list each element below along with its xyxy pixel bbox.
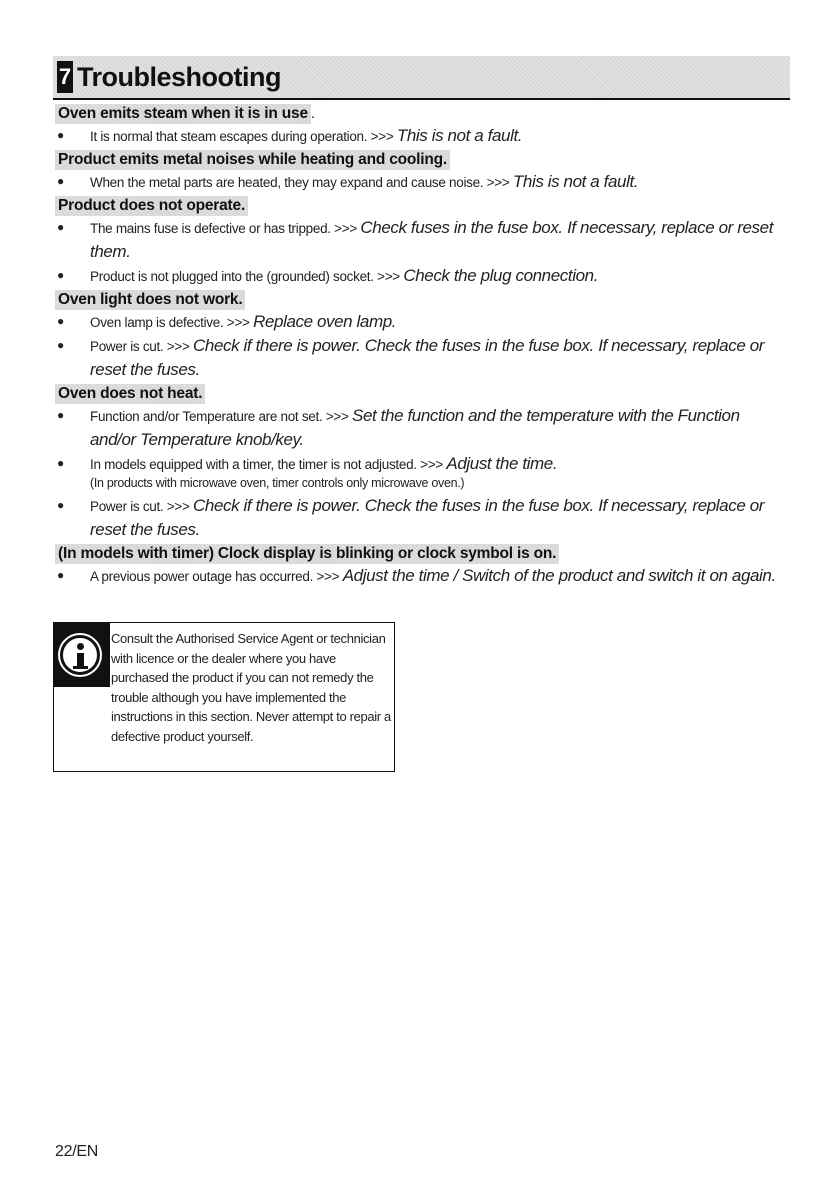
- section-heading: Oven does not heat.: [55, 384, 205, 404]
- section-heading: Product emits metal noises while heating and cooling.: [55, 150, 450, 170]
- list-item: [55, 216, 785, 264]
- cause-text: It is normal that steam escapes during operation. >>>: [90, 129, 397, 144]
- cause-text: Function and/or Temperature are not set. >>>: [90, 409, 353, 424]
- cause-text: Product is not plugged into the (grounded) socket. >>>: [90, 269, 404, 284]
- list-item: [55, 564, 785, 588]
- cause-text: A previous power outage has occurred. >>>: [90, 569, 343, 584]
- bullet-icon: ●: [57, 338, 64, 352]
- remedy-text: Adjust the time / Switch of the product and switch it on again.: [342, 566, 776, 585]
- bullet-icon: ●: [57, 498, 64, 512]
- section-heading: (In models with timer) Clock display is blinking or clock symbol is on.: [55, 544, 559, 564]
- section-heading: Product does not operate.: [55, 196, 248, 216]
- bullet-icon: ●: [57, 408, 64, 422]
- item-note: (In products with microwave oven, timer controls only microwave oven.): [90, 476, 465, 490]
- section-heading-trail: .: [310, 105, 316, 122]
- bullet-icon: ●: [57, 314, 64, 328]
- bullet-icon: ●: [57, 174, 64, 188]
- remedy-text: This is not a fault.: [396, 126, 523, 145]
- page-number: 22/EN: [55, 1143, 98, 1160]
- section-heading: Oven light does not work.: [55, 290, 245, 310]
- info-text: Consult the Authorised Service Agent or technician with licence or the dealer where you have purchased the product if you can not remedy the trouble although you have implemented the instructions in this section. Never attempt to repair a defective product yourself.: [111, 631, 391, 744]
- chapter-header: [53, 56, 790, 100]
- cause-text: Power is cut. >>>: [90, 339, 194, 354]
- list-item: [55, 494, 785, 542]
- bullet-icon: ●: [57, 268, 64, 282]
- bullet-icon: ●: [57, 568, 64, 582]
- list-item: [55, 334, 785, 382]
- remedy-text: Set the function and the temperature with the Function and/or Temperature knob/key.: [90, 406, 740, 449]
- remedy-text: Adjust the time.: [446, 454, 558, 473]
- remedy-text: This is not a fault.: [512, 172, 639, 191]
- remedy-text: Replace oven lamp.: [253, 312, 397, 331]
- list-item: [55, 404, 785, 452]
- troubleshooting-list: [55, 102, 785, 588]
- list-item: [55, 452, 785, 476]
- cause-text: When the metal parts are heated, they may expand and cause noise. >>>: [90, 175, 513, 190]
- remedy-text: Check fuses in the fuse box. If necessary, replace or reset them.: [90, 218, 774, 261]
- bullet-icon: ●: [57, 456, 64, 470]
- list-item: [55, 170, 785, 194]
- cause-text: Oven lamp is defective. >>>: [90, 315, 254, 330]
- remedy-text: Check the plug connection.: [403, 266, 599, 285]
- remedy-text: Check if there is power. Check the fuses in the fuse box. If necessary, replace or reset the fuses.: [90, 496, 765, 539]
- cause-text: The mains fuse is defective or has tripped. >>>: [90, 221, 361, 236]
- cause-text: Power is cut. >>>: [90, 499, 194, 514]
- cause-text: In models equipped with a timer, the timer is not adjusted. >>>: [90, 457, 447, 472]
- list-item: [55, 264, 785, 288]
- page-title: Troubleshooting: [77, 62, 281, 92]
- chapter-number: 7: [57, 61, 73, 93]
- section-heading: Oven emits steam when it is in use: [55, 104, 311, 124]
- info-icon: [60, 635, 100, 675]
- info-icon-background: [54, 623, 110, 687]
- remedy-text: Check if there is power. Check the fuses in the fuse box. If necessary, replace or reset the fuses.: [90, 336, 765, 379]
- list-item: [55, 124, 785, 148]
- info-box: [53, 622, 395, 772]
- list-item: [55, 310, 785, 334]
- bullet-icon: ●: [57, 128, 64, 142]
- bullet-icon: ●: [57, 220, 64, 234]
